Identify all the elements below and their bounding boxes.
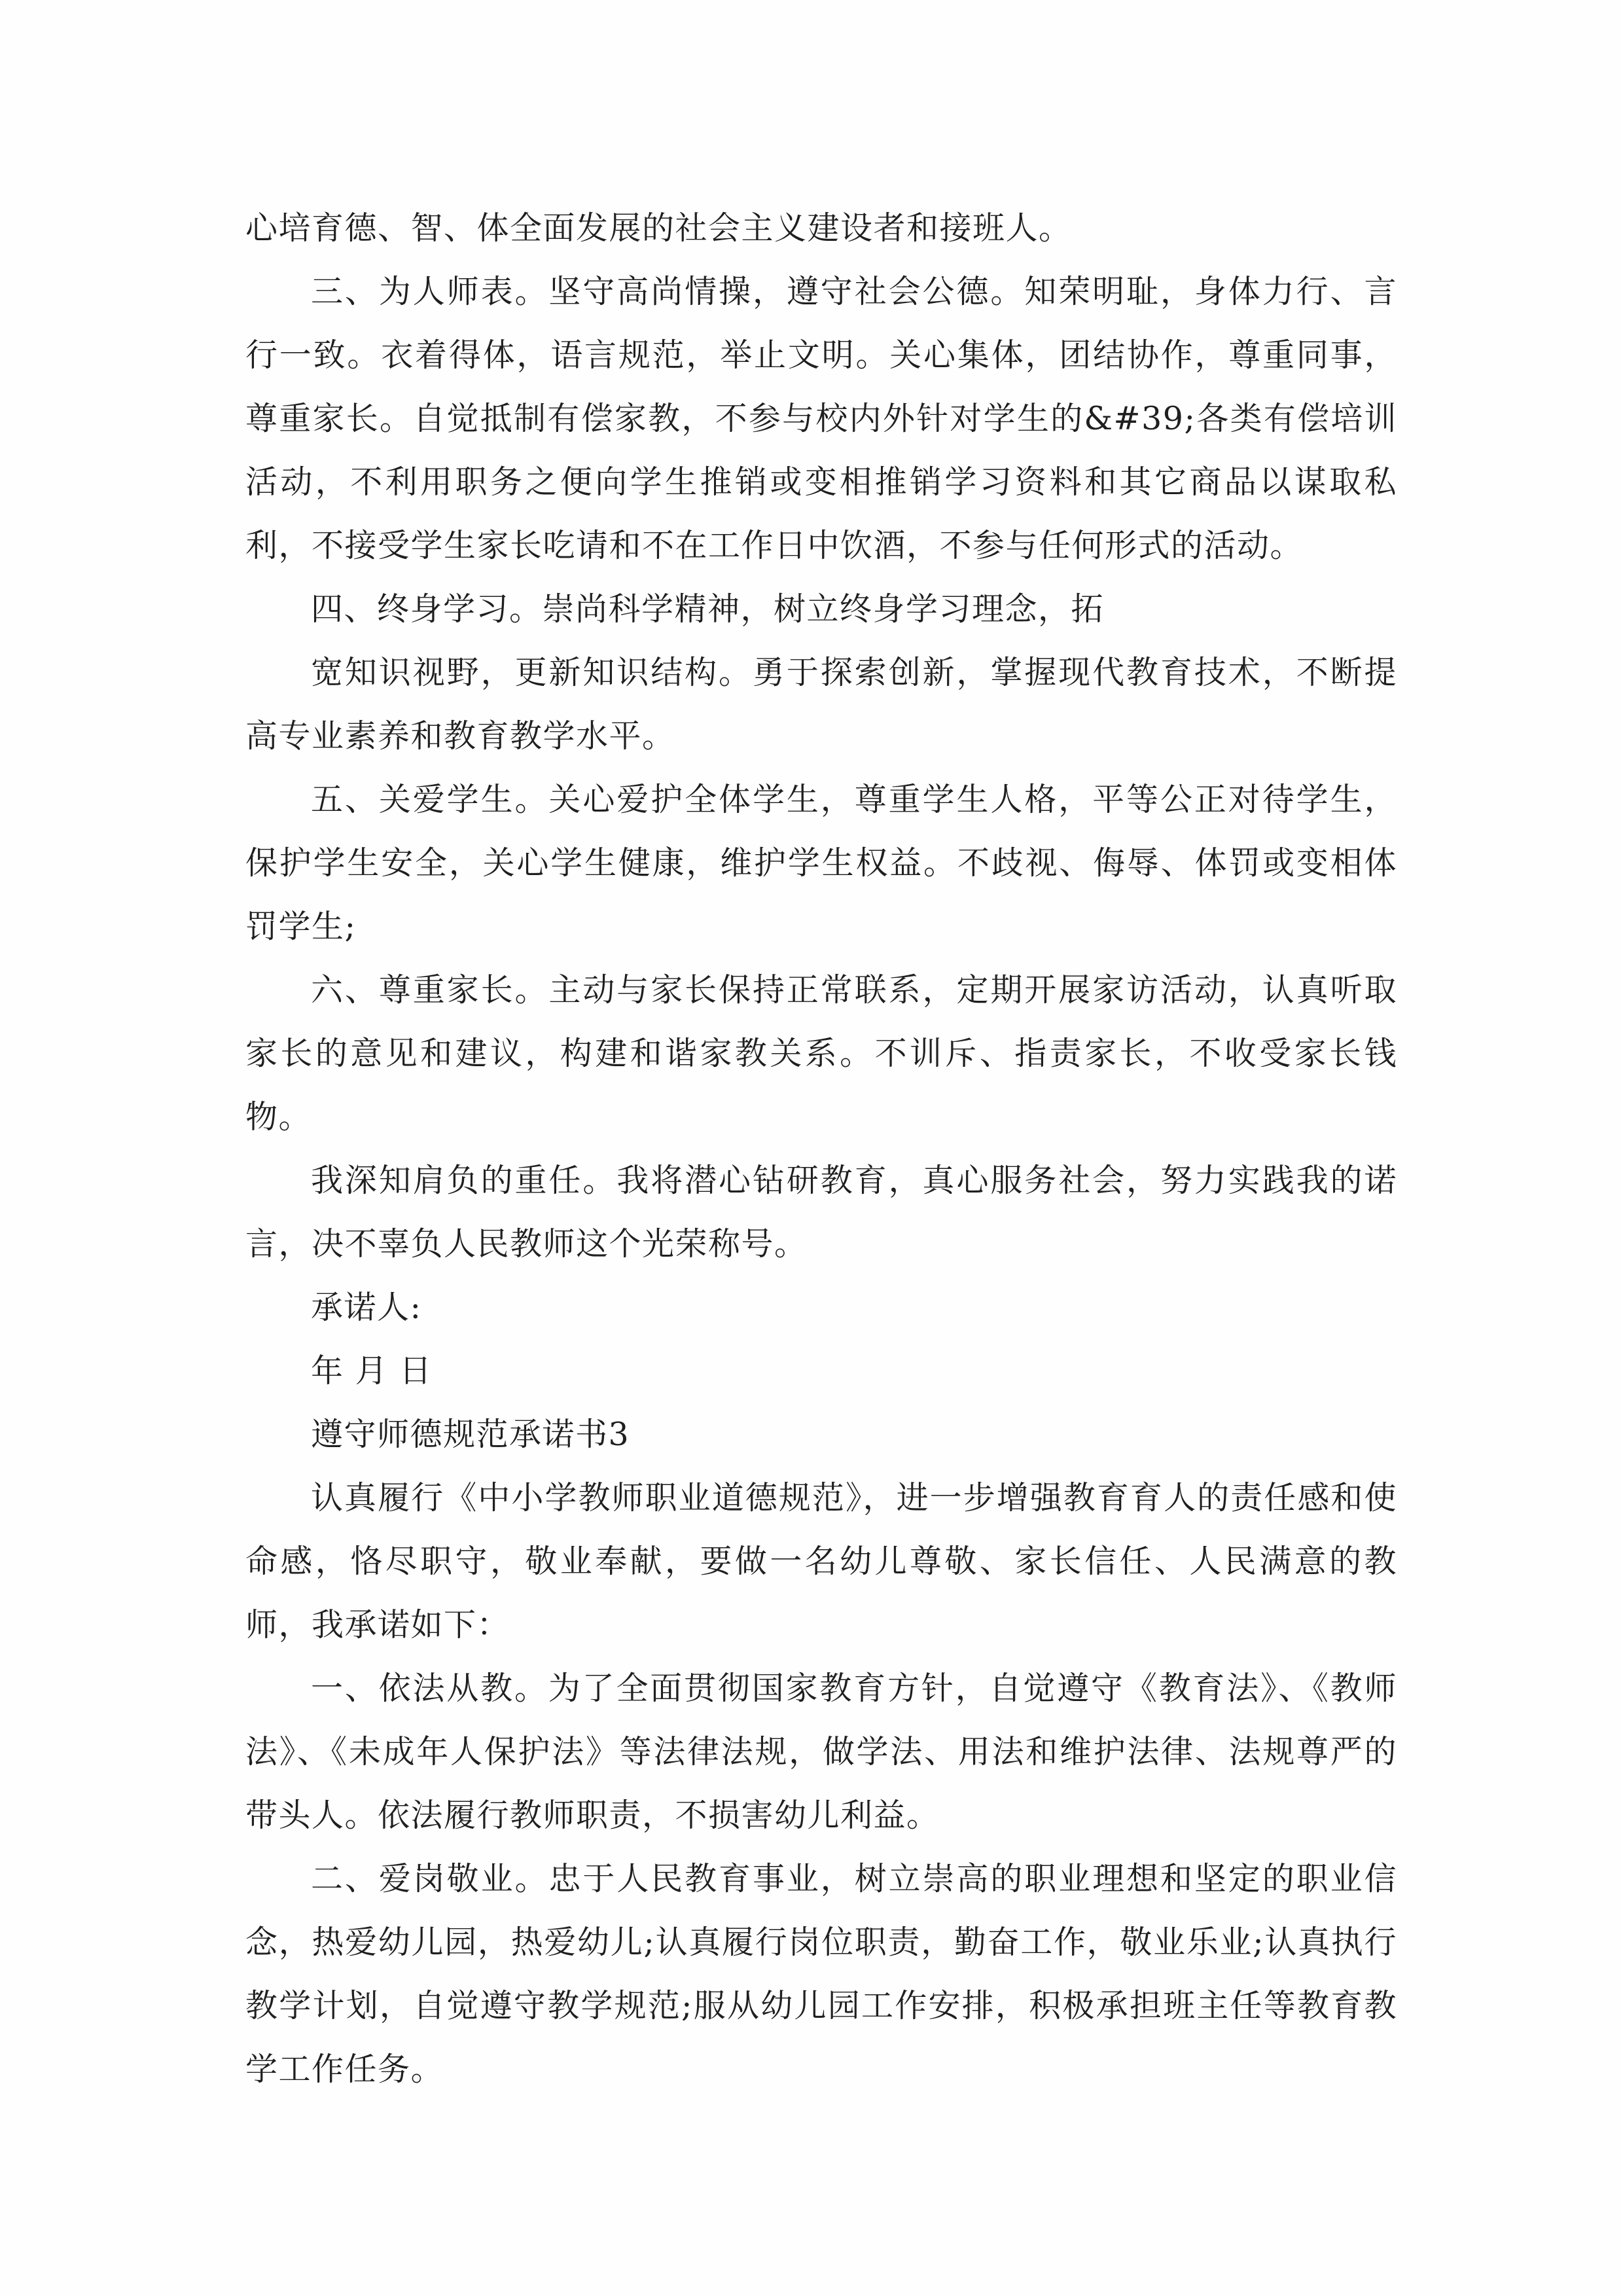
paragraph-3: 四、终身学习。崇尚科学精神，树立终身学习理念，拓 — [311, 590, 1105, 628]
paragraph-2: 三、为人师表。坚守高尚情操，遵守社会公德。知荣明耻，身体力行、言行一致。衣着得体，语言规范，举止文明。关心集体，团结协作，尊重同事，尊重家长。自觉抵制有偿家教，不参与校内外针对学生的&#39;各类有偿培训活动，不利用职务之便向学生推销或变相推销学习资料和其它商品以谋取私利，不接受学生家长吃请和不在工作日中饮酒，不参与任何形式的活动。 — [245, 273, 1397, 564]
paragraph-5: 五、关爱学生。关心爱护全体学生，尊重学生人格，平等公正对待学生，保护学生安全，关心学生健康，维护学生权益。不歧视、侮辱、体罚或变相体罚学生; — [245, 781, 1397, 945]
document-body — [245, 196, 1397, 2101]
paragraph-11: 认真履行《中小学教师职业道德规范》，进一步增强教育育人的责任感和使命感，恪尽职守，敬业奉献，要做一名幼儿尊敬、家长信任、人民满意的教师，我承诺如下： — [245, 1479, 1397, 1643]
paragraph-4: 宽知识视野，更新知识结构。勇于探索创新，掌握现代教育技术，不断提高专业素养和教育教学水平。 — [245, 654, 1397, 755]
date-line: 年 月 日 — [311, 1352, 433, 1390]
paragraph-13: 二、爱岗敬业。忠于人民教育事业，树立崇高的职业理想和坚定的职业信念，热爱幼儿园，热爱幼儿;认真履行岗位职责，勤奋工作，敬业乐业;认真执行教学计划，自觉遵守教学规范;服从幼儿园工作安排，积极承担班主任等教育教学工作任务。 — [245, 1860, 1397, 2088]
signatory-label: 承诺人: — [311, 1289, 422, 1326]
paragraph-1: 心培育德、智、体全面发展的社会主义建设者和接班人。 — [245, 209, 1072, 247]
paragraph-6: 六、尊重家长。主动与家长保持正常联系，定期开展家访活动，认真听取家长的意见和建议，构建和谐家教关系。不训斥、指责家长，不收受家长钱物。 — [245, 971, 1397, 1136]
paragraph-7: 我深知肩负的重任。我将潜心钻研教育，真心服务社会，努力实践我的诺言，决不辜负人民教师这个光荣称号。 — [245, 1162, 1397, 1263]
paragraph-12: 一、依法从教。为了全面贯彻国家教育方针，自觉遵守《教育法》、《教师法》、《未成年人保护法》等法律法规，做学法、用法和维护法律、法规尊严的带头人。依法履行教师职责，不损害幼儿利益。 — [245, 1670, 1397, 1834]
section-title: 遵守师德规范承诺书3 — [311, 1416, 630, 1453]
